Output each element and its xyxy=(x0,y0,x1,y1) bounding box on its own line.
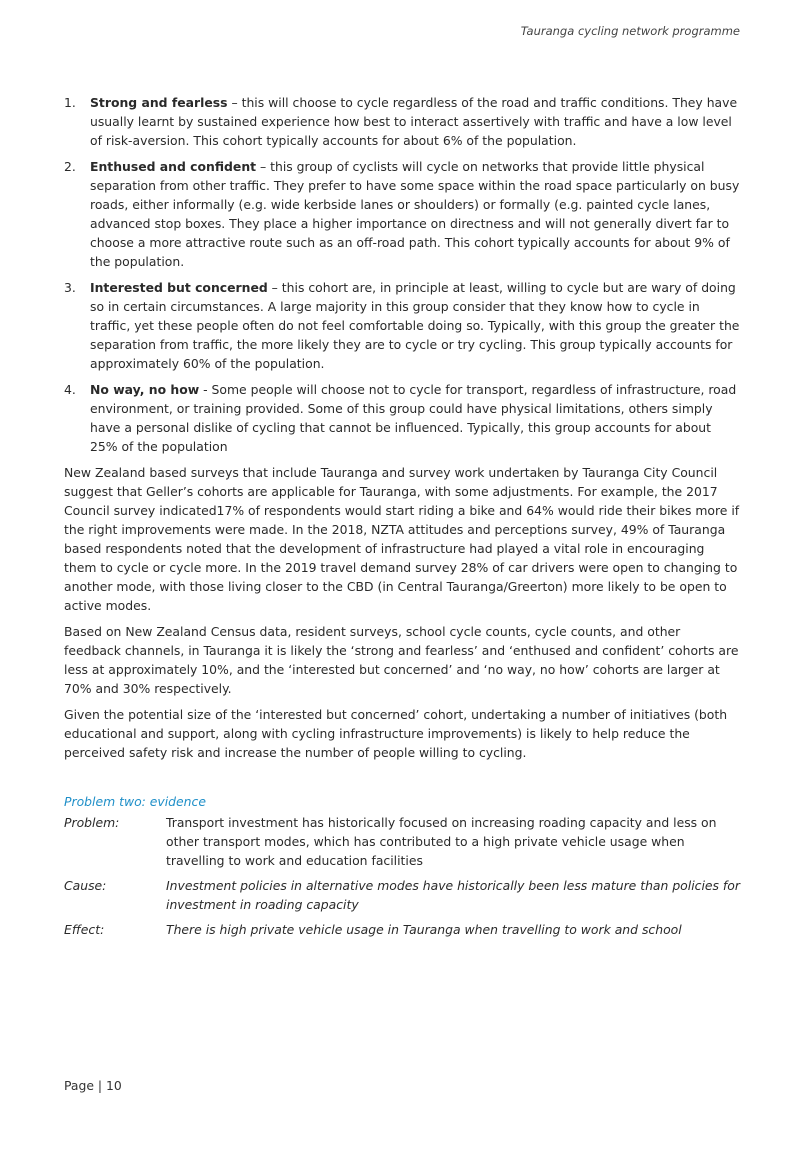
page-number: Page | 10 xyxy=(64,1078,122,1093)
problem-cause-effect-table xyxy=(64,813,740,939)
body-paragraph: New Zealand based surveys that include Tauranga and survey work undertaken by Tauranga City Council suggest that Geller’s cohorts are applicable for Tauranga, with some adjustments. For example, the 2017 Council survey indicated17% of respondents would start riding a bike and 64% would ride their bikes more if the right improvements were made. In the 2018, NZTA attitudes and perceptions survey, 49% of Tauranga based respondents noted that the development of infrastructure had played a vital role in encouraging them to cycle or cycle more. In the 2019 travel demand survey 28% of car drivers were open to changing to another mode, with those living closer to the CBD (in Central Tauranga/Greerton) more likely to be open to active modes. xyxy=(64,465,740,613)
effect-row xyxy=(64,920,740,939)
row-label: Problem: xyxy=(64,815,120,830)
cohort-description: - Some people will choose not to cycle for transport, regardless of infrastructure, road environment, or training provided. Some of this group could have physical limitations, others simply have a personal dislike of cycling that cannot be influenced. Typically, this group accounts for about 25% of the population xyxy=(90,382,737,454)
cohort-term: Interested but concerned xyxy=(90,280,268,295)
row-label: Effect: xyxy=(64,922,105,937)
body-paragraph: Given the potential size of the ‘interested but concerned’ cohort, undertaking a number of initiatives (both educational and support, along with cycling infrastructure improvements) is likely to help reduce the perceived safety risk and increase the number of people willing to cycling. xyxy=(64,707,728,760)
list-item xyxy=(64,157,740,271)
list-number: 3. xyxy=(64,280,76,295)
list-item xyxy=(64,278,740,373)
list-item xyxy=(64,380,740,456)
cohort-description: – this group of cyclists will cycle on networks that provide little physical separation from other traffic. They prefer to have some space within the road space particularly on busy roads, either informally (e.g. wide kerbside lanes or shoulders) or formally (e.g. painted cycle lanes, advanced stop boxes. They place a higher importance on directness and will not generally divert far to choose a more attractive route such as an off-road path. This cohort typically accounts for about 9% of the population. xyxy=(90,159,740,269)
cohort-term: No way, no how xyxy=(90,382,200,397)
cohort-description: – this will choose to cycle regardless of the road and traffic conditions. They have usually learnt by sustained experience how best to interact assertively with traffic and have a low level of risk-aversion. This cohort typically accounts for about 6% of the population. xyxy=(90,95,738,148)
cohort-description: – this cohort are, in principle at least, willing to cycle but are wary of doing so in certain circumstances. A large majority in this group consider that they know how to cycle in traffic, yet these people often do not feel comfortable doing so. Typically, with this group the greater the separation from traffic, the more likely they are to cycle or try cycling. This group typically accounts for approximately 60% of the population. xyxy=(90,280,740,371)
row-text: There is high private vehicle usage in Tauranga when travelling to work and school xyxy=(166,922,682,937)
running-header: Tauranga cycling network programme xyxy=(520,24,740,38)
cohort-term: Strong and fearless xyxy=(90,95,228,110)
list-number: 2. xyxy=(64,159,76,174)
row-label: Cause: xyxy=(64,878,107,893)
list-number: 1. xyxy=(64,95,76,110)
list-item xyxy=(64,93,740,150)
body-paragraph: Based on New Zealand Census data, resident surveys, school cycle counts, cycle counts, and other feedback channels, in Tauranga it is likely the ‘strong and fearless’ and ‘enthused and confident’ cohorts are less at approximately 10%, and the ‘interested but concerned’ and ‘no way, no how’ cohorts are larger at 70% and 30% respectively. xyxy=(64,624,739,696)
page-content xyxy=(64,93,740,945)
row-text: Transport investment has historically focused on increasing roading capacity and less on other transport modes, which has contributed to a high private vehicle usage when travelling to work and education facilities xyxy=(166,815,717,868)
cohort-term: Enthused and confident xyxy=(90,159,257,174)
problem-row xyxy=(64,813,740,870)
section-heading: Problem two: evidence xyxy=(64,794,206,809)
cohort-list xyxy=(64,93,740,456)
list-number: 4. xyxy=(64,382,76,397)
cause-row xyxy=(64,876,740,914)
row-text: Investment policies in alternative modes have historically been less mature than policies for investment in roading capacity xyxy=(166,878,740,912)
